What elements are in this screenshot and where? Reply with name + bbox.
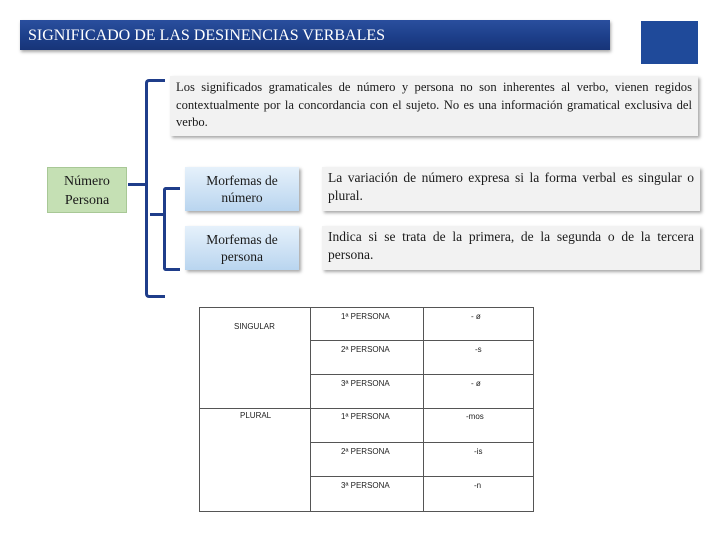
persona-cell: 3ª PERSONA (341, 481, 390, 490)
slide-title-bar (20, 20, 610, 50)
table-row-divider (310, 340, 533, 341)
group-plural-label: PLURAL (240, 411, 272, 420)
table-column-divider (423, 308, 424, 511)
table-row-divider (310, 442, 533, 443)
desinencia-cell: - ø (471, 379, 481, 388)
persona-cell: 2ª PERSONA (341, 447, 390, 456)
table-column-divider (310, 308, 311, 511)
group-singular-label: SINGULAR (234, 322, 275, 331)
morfemas-persona-box (185, 226, 299, 270)
persona-cell: 2ª PERSONA (341, 345, 390, 354)
morfemas-numero-line2: número (221, 190, 263, 205)
inner-bracket (163, 187, 180, 271)
decorative-corner-square (641, 21, 698, 64)
slide-title: SIGNIFICADO DE LAS DESINENCIAS VERBALES (28, 27, 386, 44)
intro-text-box: Los significados gramaticales de número y persona no son inherentes al verbo, vienen regidos contextualmente por la concordancia con el sujeto. No es una información gramatical exclusiva del verbo. (170, 76, 698, 136)
morfemas-numero-box (185, 167, 299, 211)
desinencia-cell: -s (475, 345, 482, 354)
persona-description: Indica si se trata de la primera, de la segunda o de la tercera persona. (322, 226, 700, 270)
numero-persona-box (47, 167, 127, 213)
desinencia-cell: -is (474, 447, 483, 456)
numero-persona-line2: Persona (64, 193, 110, 208)
desinencia-cell: -mos (466, 412, 484, 421)
numero-description: La variación de número expresa si la forma verbal es singular o plural. (322, 167, 700, 211)
outer-bracket-connector (128, 183, 146, 186)
table-row-divider (310, 476, 533, 477)
desinencia-cell: -n (474, 481, 482, 490)
inner-bracket-connector (150, 213, 163, 216)
numero-persona-line1: Número (64, 174, 110, 189)
table-group-divider (200, 408, 533, 409)
desinencia-cell: - ø (471, 312, 481, 321)
outer-bracket (145, 79, 165, 298)
persona-cell: 1ª PERSONA (341, 312, 390, 321)
table-row-divider (310, 374, 533, 375)
morfemas-persona-line1: Morfemas de (206, 232, 278, 247)
persona-cell: 1ª PERSONA (341, 412, 390, 421)
morfemas-persona-line2: persona (221, 249, 263, 264)
desinencias-table (199, 307, 534, 512)
persona-cell: 3ª PERSONA (341, 379, 390, 388)
morfemas-numero-line1: Morfemas de (206, 173, 278, 188)
